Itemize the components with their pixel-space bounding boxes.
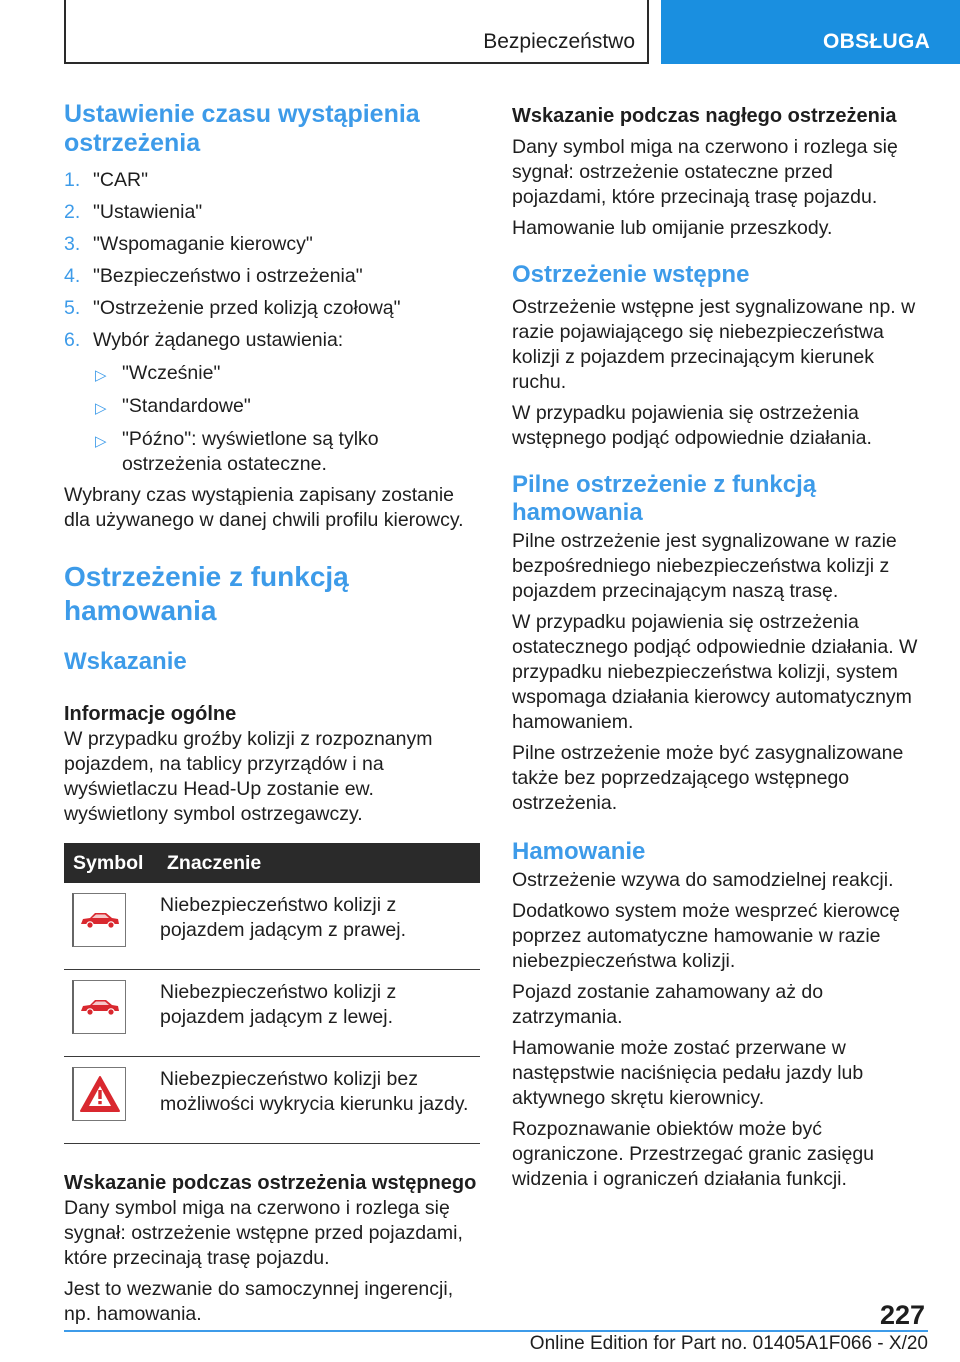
list-item: 3. "Wspomaganie kierowcy" <box>64 233 313 255</box>
urgent-warning-text-2: W przypadku pojawienia się ostrzeżenia ostatecznego podjąć odpowiednie działania. W przypadku niebezpieczeństwa kolizji, system wspomaga działania kierowcy automatycznym hamowaniem. <box>512 611 918 733</box>
general-heading: Informacje ogólne <box>64 703 237 725</box>
list-item: 4. "Bezpieczeństwo i ostrzeżenia" <box>64 265 363 287</box>
urgent-warning-text-3: Pilne ostrzeżenie może być zasygnalizowane także bez poprzedzającego wstępnego ostrzeżenia. <box>512 742 904 814</box>
pre-warning-section-text: Ostrzeżenie wstępne jest sygnalizowane np. w razie pojawiającego się niebezpieczeństwa kolizji z pojazdem przecinającym kierunek ruchu. <box>512 296 916 393</box>
table-row: Niebezpieczeństwo kolizji z pojazdem jadącym z lewej. <box>64 970 480 1057</box>
left-column <box>64 100 480 1327</box>
urgent-warning-heading: Pilne ostrzeżenie z funkcją hamowania <box>512 471 817 526</box>
timing-note: Wybrany czas wystąpienia zapisany zostanie dla używanego w danej chwili profilu kierowcy. <box>64 484 464 531</box>
page-number: 227 <box>880 1300 926 1330</box>
main-heading: Ostrzeżenie z funkcją hamowania <box>64 561 349 626</box>
chapter-tab[interactable]: OBSŁUGA <box>661 0 960 64</box>
pre-warning-text: Dany symbol miga na czerwono i rozlega się sygnał: ostrzeżenie wstępne przed pojazdami, które przecinają trasę pojazdu. <box>64 1197 463 1269</box>
car-warning-icon <box>72 893 126 947</box>
steps-list <box>64 168 480 477</box>
braking-text-5: Rozpoznawanie obiektów może być ograniczone. Przestrzegać granic zasięgu widzenia i ograniczeń działania funkcji. <box>512 1118 875 1190</box>
table-header-meaning: Znaczenie <box>158 843 480 883</box>
table-row: Niebezpieczeństwo kolizji z pojazdem jadącym z prawej. <box>64 883 480 970</box>
braking-text-2: Dodatkowo system może wesprzeć kierowcę poprzez automatyczne hamowanie w razie niebezpieczeństwa kolizji. <box>512 900 900 972</box>
pre-warning-section-heading: Ostrzeżenie wstępne <box>512 261 750 288</box>
option-item: ▷ "Wcześnie" <box>93 361 480 386</box>
right-column <box>512 100 928 1192</box>
braking-heading: Hamowanie <box>512 838 646 865</box>
general-text: W przypadku groźby kolizji z rozpoznanym pojazdem, na tablicy przyrządów i na wyświetlaczu Head-Up zostanie ew. wyświetlony symbol ostrzegawczy. <box>64 728 433 825</box>
list-item: 2. "Ustawienia" <box>64 201 203 223</box>
symbol-table <box>64 843 480 1144</box>
pre-warning-text-2: Jest to wezwanie do samoczynnej ingerencji, np. hamowania. <box>64 1278 454 1325</box>
timing-heading: Ustawienie czasu wystąpienia ostrzeżenia <box>64 100 420 157</box>
options-list <box>93 361 480 477</box>
sudden-warning-heading: Wskazanie podczas nagłego ostrzeżenia <box>512 105 897 127</box>
braking-text: Ostrzeżenie wzywa do samodzielnej reakcji. <box>512 869 894 891</box>
triangle-bullet-icon: ▷ <box>95 433 107 450</box>
list-item: 1. "CAR" <box>64 169 149 191</box>
pre-warning-section-text-2: W przypadku pojawienia się ostrzeżenia wstępnego podjąć odpowiednie działania. <box>512 402 872 449</box>
header-frame <box>64 0 649 64</box>
triangle-bullet-icon: ▷ <box>95 400 107 417</box>
sudden-warning-text: Dany symbol miga na czerwono i rozlega się sygnał: ostrzeżenie ostateczne przed pojazdami, które przecinają trasę pojazdu. <box>512 136 898 208</box>
braking-text-4: Hamowanie może zostać przerwane w następstwie naciśnięcia pedału jazdy lub aktywnego skrętu kierownicy. <box>512 1037 864 1109</box>
list-item: 5. "Ostrzeżenie przed kolizją czołową" <box>64 297 401 319</box>
table-row: Niebezpieczeństwo kolizji bez możliwości wykrycia kierunku jazdy. <box>64 1057 480 1144</box>
option-item: ▷ "Standardowe" <box>93 394 480 419</box>
section-title: Bezpieczeństwo <box>483 30 635 53</box>
triangle-bullet-icon: ▷ <box>95 367 107 384</box>
table-header-symbol: Symbol <box>64 843 158 883</box>
braking-text-3: Pojazd zostanie zahamowany aż do zatrzymania. <box>512 981 824 1028</box>
footer-divider <box>64 1330 928 1332</box>
edition-line: Online Edition for Part no. 01405A1F066 - X/20 <box>529 1333 928 1354</box>
car-warning-icon <box>72 980 126 1034</box>
warning-triangle-icon <box>72 1067 126 1121</box>
option-item: ▷ "Późno": wyświetlone są tylko ostrzeżenia ostateczne. <box>95 428 379 475</box>
urgent-warning-text: Pilne ostrzeżenie jest sygnalizowane w razie bezpośredniego niebezpieczeństwa kolizji z pojazdem przecinającym naszą trasę. <box>512 530 897 602</box>
sudden-warning-text-2: Hamowanie lub omijanie przeszkody. <box>512 217 833 239</box>
pre-warning-heading: Wskazanie podczas ostrzeżenia wstępnego <box>64 1172 477 1194</box>
sub-heading: Wskazanie <box>64 648 187 675</box>
list-item: 6. Wybór żądanego ustawienia: ▷ "Wcześnie" ▷ "Standardowe" ▷ "Późno": wyświetlone są tylko ostrzeżenia ostateczne. <box>64 328 480 477</box>
